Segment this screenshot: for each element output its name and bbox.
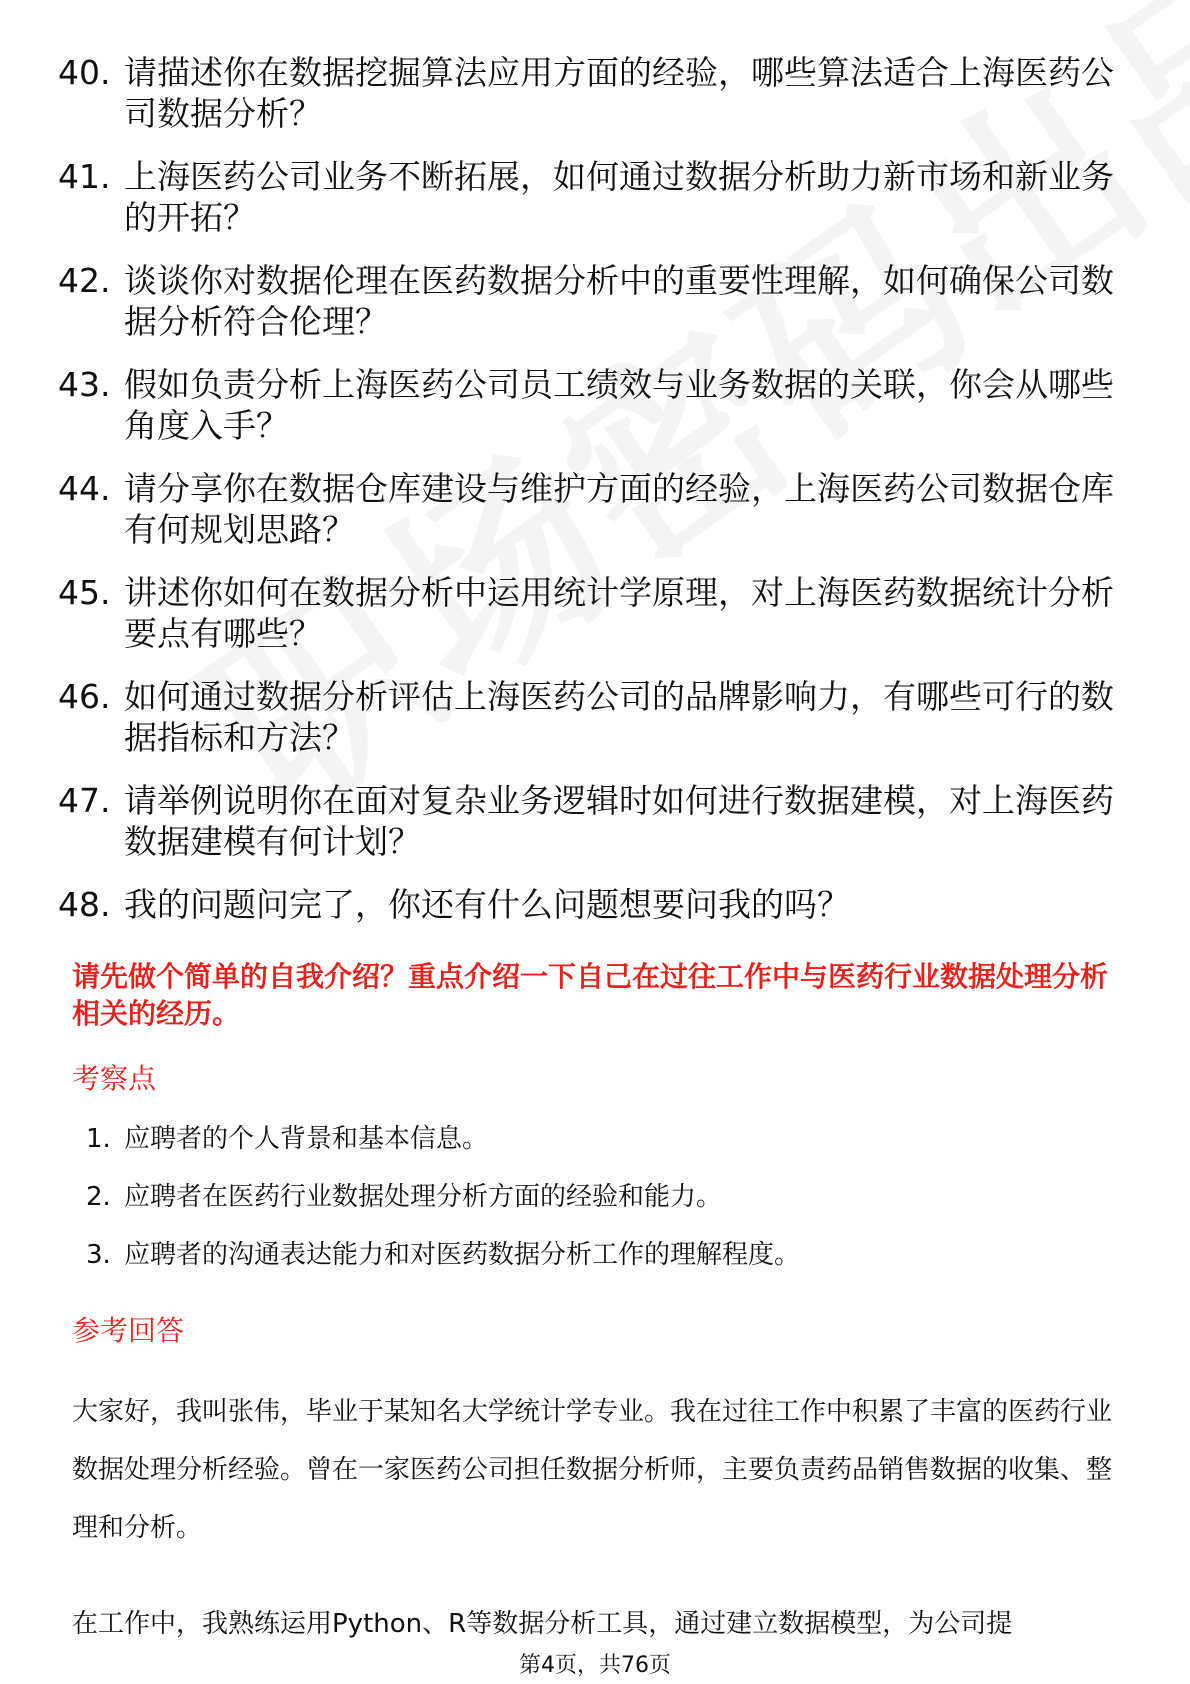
answer-paragraph: 在工作中，我熟练运用Python、R等数据分析工具，通过建立数据模型，为公司提 — [72, 1609, 1013, 1639]
question-number: 48. — [58, 885, 111, 924]
point-item — [86, 1122, 1086, 1156]
question-text: 请描述你在数据挖掘算法应用方面的经验，哪些算法适合上海医药公司数据分析？ — [124, 53, 1114, 133]
point-number: 2. — [86, 1182, 111, 1212]
question-item — [58, 780, 1118, 862]
question-text: 上海医药公司业务不断拓展，如何通过数据分析助力新市场和新业务的开拓？ — [124, 157, 1114, 237]
question-item — [58, 884, 1118, 925]
question-text: 请分享你在数据仓库建设与维护方面的经验，上海医药公司数据仓库有何规划思路？ — [124, 469, 1114, 549]
answer-heading: 参考回答 — [72, 1314, 185, 1347]
question-list — [58, 52, 1118, 947]
question-item — [58, 364, 1118, 446]
question-item — [58, 468, 1118, 550]
point-number: 3. — [86, 1240, 111, 1270]
point-item — [86, 1238, 1086, 1272]
section-title: 请先做个简单的自我介绍？重点介绍一下自己在过往工作中与医药行业数据处理分析相关的经历。 — [72, 960, 1109, 1030]
point-number: 1. — [86, 1124, 111, 1154]
question-item — [58, 156, 1118, 238]
point-text: 应聘者的个人背景和基本信息。 — [124, 1124, 489, 1154]
question-number: 47. — [58, 781, 111, 820]
question-number: 40. — [58, 53, 111, 92]
question-text: 我的问题问完了，你还有什么问题想要问我的吗？ — [124, 885, 850, 924]
answer-paragraph: 大家好，我叫张伟，毕业于某知名大学统计学专业。我在过往工作中积累了丰富的医药行业数据处理分析经验。曾在一家医药公司担任数据分析师，主要负责药品销售数据的收集、整理和分析。 — [72, 1397, 1113, 1543]
points-heading: 考察点 — [72, 1062, 157, 1095]
question-number: 46. — [58, 677, 111, 716]
question-text: 如何通过数据分析评估上海医药公司的品牌影响力，有哪些可行的数据指标和方法？ — [124, 677, 1114, 757]
point-text: 应聘者的沟通表达能力和对医药数据分析工作的理解程度。 — [124, 1240, 801, 1270]
points-list — [86, 1122, 1086, 1296]
question-text: 请举例说明你在面对复杂业务逻辑时如何进行数据建模，对上海医药数据建模有何计划？ — [124, 781, 1114, 861]
page-footer: 第4页，共76页 — [519, 1653, 671, 1678]
question-text: 讲述你如何在数据分析中运用统计学原理，对上海医药数据统计分析要点有哪些？ — [124, 573, 1114, 653]
question-item — [58, 52, 1118, 134]
question-item — [58, 260, 1118, 342]
question-item — [58, 676, 1118, 758]
question-number: 43. — [58, 365, 111, 404]
point-text: 应聘者在医药行业数据处理分析方面的经验和能力。 — [124, 1182, 723, 1212]
question-number: 44. — [58, 469, 111, 508]
question-number: 45. — [58, 573, 111, 612]
question-number: 42. — [58, 261, 111, 300]
question-item — [58, 572, 1118, 654]
question-text: 谈谈你对数据伦理在医药数据分析中的重要性理解，如何确保公司数据分析符合伦理？ — [124, 261, 1114, 341]
question-number: 41. — [58, 157, 111, 196]
question-text: 假如负责分析上海医药公司员工绩效与业务数据的关联，你会从哪些角度入手？ — [124, 365, 1114, 445]
point-item — [86, 1180, 1086, 1214]
